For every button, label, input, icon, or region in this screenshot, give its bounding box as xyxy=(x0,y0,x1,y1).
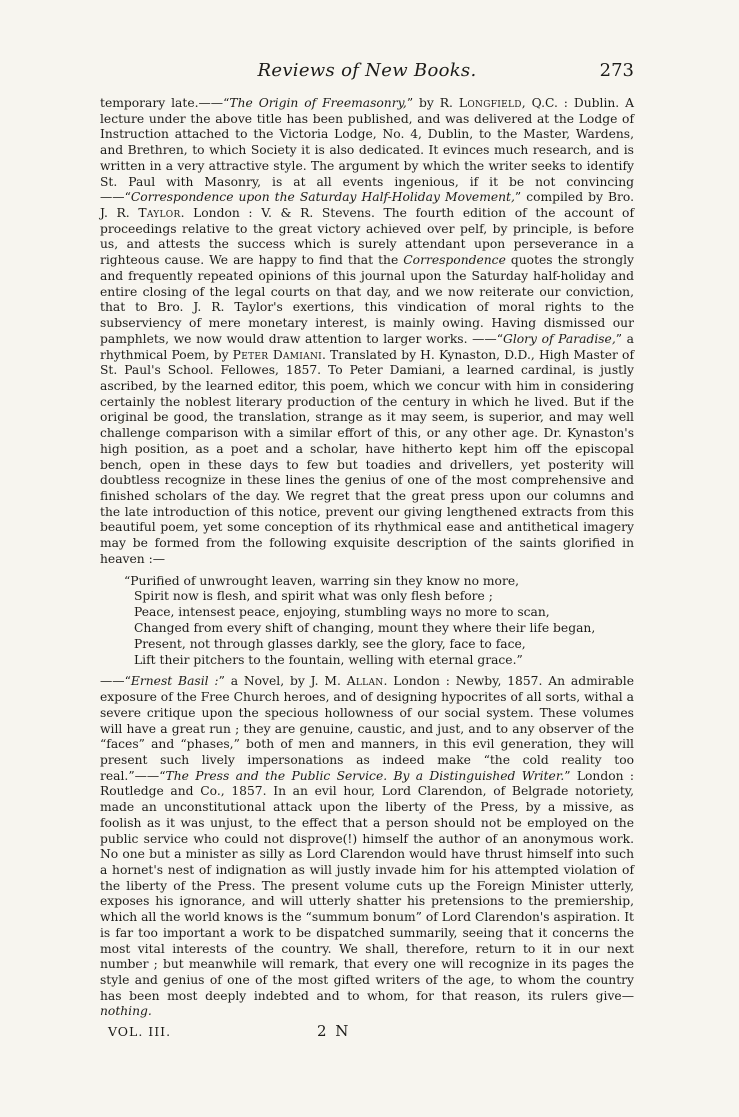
text-run: ” a rhythmical Poem, by xyxy=(100,331,634,362)
poem-line: Changed from every shift of changing, mount they where their life began, xyxy=(134,620,596,635)
text-run: . London : V. & R. Stevens. The fourth edition of the account of proceedings relative to the great victory achieved over pelf, by principle, is before us, and attests the success which is surely attendant upon perseverance in a righteous cause. We are happy to find that the xyxy=(100,206,634,268)
poem-line: Spirit now is flesh, and spirit what was only flesh before ; xyxy=(134,589,493,604)
author-name-damiani: Peter Damiani xyxy=(232,347,322,362)
text-run: . Translated by H. Kynaston, D.D., High Master of St. Paul's School. Fellowes, 1857. To Peter Damiani, a learned cardinal, is justly ascribed, by the learned editor, this poem, which we concur with him in considering certainly the noblest literary production of the century in which he lived. But if the original be good, the translation, strange as it may seem, is superior, and may well challenge comparison with a similar effort of this, or any other age. Dr. Kynaston's high position, as a poet and a scholar, have hitherto kept him off the episcopal bench, open in these days to few but toadies and drivellers, yet posterity will doubtless recognize in these lines the genius of one of the most comprehensive and finished scholars of the day. We regret that the great press upon our columns and the late introduction of this notice, prevent our giving lengthened extracts from this beautiful poem, yet some conception of its rhythmical ease and antithetical imagery may be formed from the following exquisite description of the saints glorified in heaven :— xyxy=(100,347,634,566)
text-run: ——“ xyxy=(100,674,131,689)
poem-line: Lift their pitchers to the fountain, welling with eternal grace.” xyxy=(134,652,523,667)
book-page xyxy=(100,60,634,1044)
text-run: ” by R. xyxy=(406,96,459,110)
review-paragraph-1 xyxy=(100,96,634,568)
review-paragraph-2 xyxy=(100,674,634,1020)
author-name-taylor: Taylor xyxy=(138,206,181,221)
page-header xyxy=(100,60,634,96)
book-title-press-and-public-service: The Press and the Public Service. By a Distinguished Writer. xyxy=(165,768,565,783)
author-name-allan: Allan xyxy=(346,674,384,689)
signature-mark: 2 N xyxy=(317,1022,351,1041)
poem-line: Present, not through glasses darkly, see the glory, face to face, xyxy=(134,636,526,651)
poem-line: “Purified of unwrought leaven, warring sin they know no more, xyxy=(124,573,520,588)
text-run: . London : Newby, 1857. An admirable exposure of the Free Church heroes, and of designing hypocrites of all sorts, withal a severe critique upon the specious hollowness of our social system. These volumes will have a great run ; they are genuine, caustic, and just, and to any observer of the “faces” and “phases,” both of men and manners, in this evil generation, they will present such lively impersonations as indeed make “the cold reality too real.”——“ xyxy=(100,674,634,783)
text-run: ” a Novel, by J. M. xyxy=(218,674,347,689)
book-title-glory-of-paradise: Glory of Paradise, xyxy=(503,331,616,346)
page-footer xyxy=(100,1024,634,1044)
text-run: quotes the strongly and frequently repeated opinions of this journal upon the Saturday half-holiday and entire closing of the legal courts on that day, and we now reiterate our conviction, that to Bro. J. R. Taylor's exertions, this vindication of moral rights to the subserviency of mere monetary interest, is mainly owing. Having dismissed our pamphlets, we now would draw attention to larger works. ——“ xyxy=(100,253,634,346)
book-title-origin-of-freemasonry: The Origin of Freemasonry, xyxy=(229,96,407,110)
text-run: ” London : Routledge and Co., 1857. In an evil hour, Lord Clarendon, of Belgrade notoriety, made an unconstitutional attack upon the liberty of the Press, by a missive, as foolish as it was unjust, to the effect that a person should not be employed on the public service who could not disprove(!) himself the author of an anonymous work. No one but a minister as silly as Lord Clarendon would have thrust himself into such a hornet's nest of indignation as will justly invade him for his attempted violation of the liberty of the Press. The present volume cuts up the Foreign Minister utterly, exposes his ignorance, and will utterly shatter his pretensions to the premiership, which all the world knows is the “summum bonum” of Lord Clarendon's aspiration. It is far too important a work to be dispatched summarily, seeing that it concerns the most vital interests of the country. We shall, therefore, return to it in our next number ; but meanwhile will remark, that every one will recognize in its pages the style and genius of one of the most gifted writers of the age, to whom the country has been most deeply indebted and to whom, for that reason, its rulers give— xyxy=(100,768,635,1003)
poem-line: Peace, intensest peace, enjoying, stumbling ways no more to scan, xyxy=(134,605,550,620)
author-name-longfield: Longfield xyxy=(458,96,522,110)
volume-label: VOL. III. xyxy=(108,1024,172,1040)
book-title-correspondence: Correspondence upon the Saturday Half-Holiday Movement, xyxy=(130,190,515,205)
text-run: ” compiled by Bro. J. R. xyxy=(100,190,634,221)
title-correspondence-short: Correspondence xyxy=(403,253,506,268)
poem-quotation xyxy=(124,574,634,669)
text-run: , Q.C. : Dublin. A lecture under the above title has been published, and was delivered at the Lodge of Instruction attached to the Victoria Lodge, No. 4, Dublin, to the Master, Wardens, and Brethren, to which Society it is also dedicated. It evinces much research, and is written in a very attractive style. The argument by which the writer seeks to identify St. Paul with Masonry, is at all events ingenious, if it be not convincing——“ xyxy=(100,96,635,205)
emphasis-nothing: nothing. xyxy=(100,1004,152,1019)
book-title-ernest-basil: Ernest Basil : xyxy=(130,674,219,689)
text-run: temporary late.——“ xyxy=(100,96,230,110)
running-title: Reviews of New Books. xyxy=(257,60,477,81)
page-number: 273 xyxy=(599,60,634,81)
